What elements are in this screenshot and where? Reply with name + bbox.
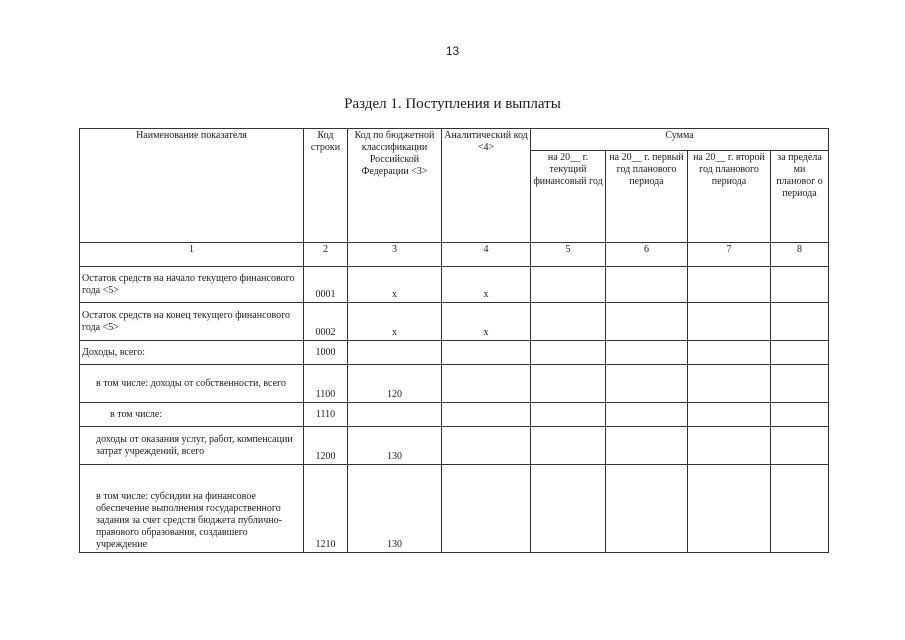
col-number: 3	[348, 243, 442, 267]
page-number: 13	[445, 44, 460, 58]
row-sum-cell	[606, 341, 688, 365]
row-sum-cell	[531, 303, 606, 341]
row-sum-cell	[771, 465, 829, 553]
header-line-code: Код строки	[304, 129, 348, 243]
header-sum-beyond-plan: за предела ми плановог о периода	[771, 151, 829, 243]
row-analytic-code	[442, 465, 531, 553]
row-sum-cell	[688, 267, 771, 303]
row-sum-cell	[531, 267, 606, 303]
header-name: Наименование показателя	[80, 129, 304, 243]
row-sum-cell	[771, 267, 829, 303]
col-number: 2	[304, 243, 348, 267]
row-budget-code: x	[348, 267, 442, 303]
row-sum-cell	[606, 403, 688, 427]
table-row	[80, 267, 829, 303]
row-budget-code	[348, 341, 442, 365]
row-code: 1200	[304, 427, 348, 465]
row-code: 1210	[304, 465, 348, 553]
col-number: 8	[771, 243, 829, 267]
row-sum-cell	[531, 427, 606, 465]
section-title: Раздел 1. Поступления и выплаты	[344, 96, 561, 112]
row-code: 0002	[304, 303, 348, 341]
row-sum-cell	[606, 267, 688, 303]
row-sum-cell	[771, 303, 829, 341]
row-analytic-code	[442, 341, 531, 365]
row-budget-code: 120	[348, 365, 442, 403]
row-sum-cell	[531, 365, 606, 403]
receipts-payments-table	[79, 128, 829, 553]
row-name: Доходы, всего:	[80, 341, 304, 365]
row-sum-cell	[531, 341, 606, 365]
header-analytic-code: Аналитический код <4>	[442, 129, 531, 243]
row-sum-cell	[688, 365, 771, 403]
table-row	[80, 365, 829, 403]
row-sum-cell	[606, 303, 688, 341]
row-name: в том числе: доходы от собственности, всего	[80, 365, 304, 403]
row-code: 1000	[304, 341, 348, 365]
row-sum-cell	[606, 427, 688, 465]
row-analytic-code	[442, 427, 531, 465]
row-sum-cell	[771, 427, 829, 465]
col-number: 6	[606, 243, 688, 267]
row-sum-cell	[606, 365, 688, 403]
table-row	[80, 465, 829, 553]
row-sum-cell	[531, 465, 606, 553]
row-budget-code	[348, 403, 442, 427]
table-row	[80, 403, 829, 427]
column-numbers-row	[80, 243, 829, 267]
row-budget-code: 130	[348, 427, 442, 465]
table-row	[80, 341, 829, 365]
row-code: 1100	[304, 365, 348, 403]
row-code: 0001	[304, 267, 348, 303]
row-analytic-code: x	[442, 267, 531, 303]
row-budget-code: x	[348, 303, 442, 341]
col-number: 1	[80, 243, 304, 267]
row-sum-cell	[606, 465, 688, 553]
row-sum-cell	[771, 365, 829, 403]
row-name: Остаток средств на конец текущего финансового года <5>	[80, 303, 304, 341]
row-name: доходы от оказания услуг, работ, компенсации затрат учреждений, всего	[80, 427, 304, 465]
col-number: 4	[442, 243, 531, 267]
row-sum-cell	[688, 427, 771, 465]
row-sum-cell	[531, 403, 606, 427]
header-sum-second-plan-year: на 20__ г. второй год планового периода	[688, 151, 771, 243]
table-row	[80, 427, 829, 465]
row-budget-code: 130	[348, 465, 442, 553]
row-analytic-code	[442, 365, 531, 403]
row-sum-cell	[688, 303, 771, 341]
header-sum-current-year: на 20__ г. текущий финансовый год	[531, 151, 606, 243]
row-name: в том числе: субсидии на финансовое обеспечение выполнения государственного задания за счет средств бюджета публично-правового образования, создавшего учреждение	[80, 465, 304, 553]
row-sum-cell	[771, 341, 829, 365]
row-code: 1110	[304, 403, 348, 427]
header-budget-code: Код по бюджетной классификации Российской Федерации <3>	[348, 129, 442, 243]
col-number: 5	[531, 243, 606, 267]
col-number: 7	[688, 243, 771, 267]
header-sum: Сумма	[531, 129, 829, 151]
row-name: в том числе:	[80, 403, 304, 427]
row-analytic-code: x	[442, 303, 531, 341]
row-sum-cell	[688, 465, 771, 553]
row-sum-cell	[771, 403, 829, 427]
table-row	[80, 303, 829, 341]
row-analytic-code	[442, 403, 531, 427]
row-sum-cell	[688, 403, 771, 427]
row-name: Остаток средств на начало текущего финансового года <5>	[80, 267, 304, 303]
header-sum-first-plan-year: на 20__ г. первый год планового периода	[606, 151, 688, 243]
row-sum-cell	[688, 341, 771, 365]
